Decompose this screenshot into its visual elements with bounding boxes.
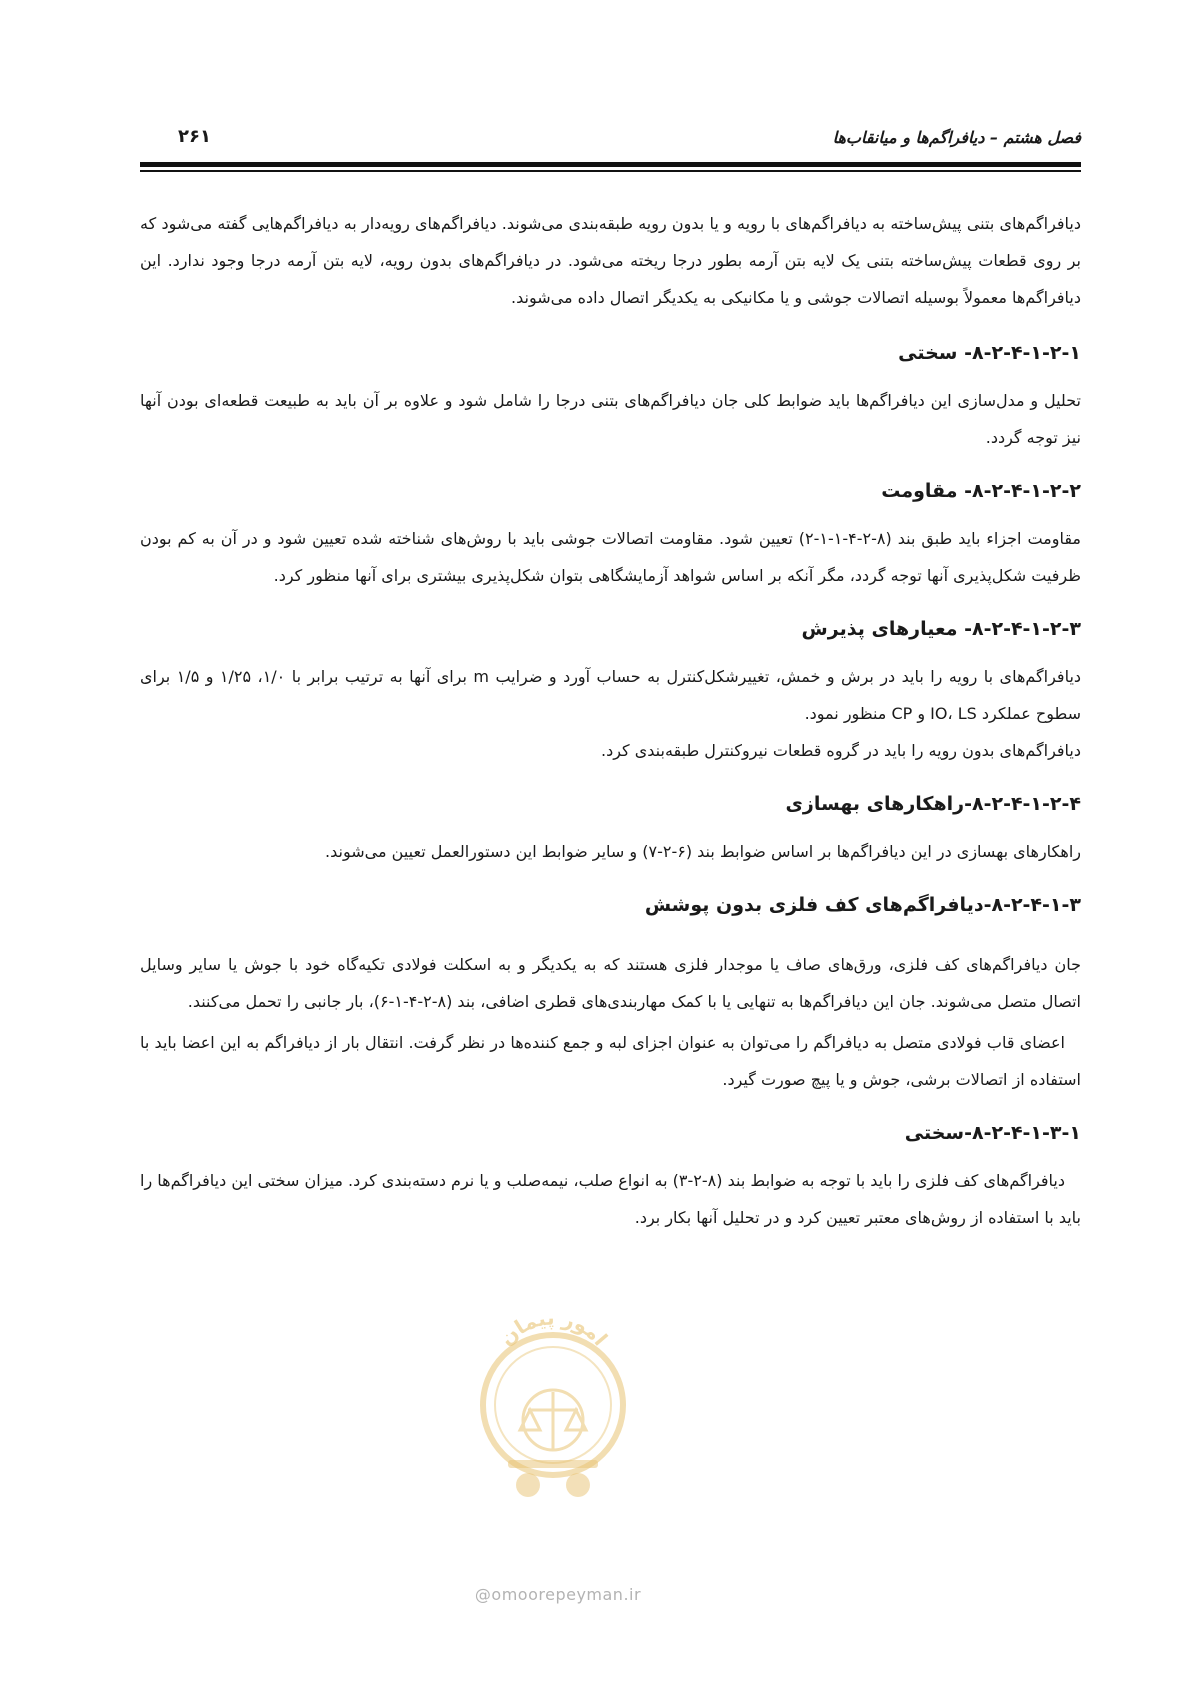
section-heading: ۸-۲-۴-۱-۳-۱-سختی <box>904 1122 1081 1144</box>
page-header <box>140 118 1081 158</box>
section-heading: ۸-۲-۴-۱-۲-۳- معیارهای پذیرش <box>801 618 1081 640</box>
page-number: ۲۶۱ <box>178 126 211 147</box>
paragraph: دیافراگم‌های کف فلزی را باید با توجه به ضوابط بند (۸-۲-۳) به انواع صلب، نیمه‌صلب و یا نرم دسته‌بندی کرد. میزان سختی این دیافراگم‌ها را باید با استفاده از روش‌های معتبر تعیین کرد و در تحلیل آنها بکار برد. <box>140 1171 1081 1227</box>
paragraph: دیافراگم‌های بدون رویه را باید در گروه قطعات نیروکنترل طبقه‌بندی کرد. <box>601 741 1081 760</box>
section-heading: ۸-۲-۴-۱-۲-۱- سختی <box>898 342 1081 364</box>
watermark-url: @omoorepeyman.ir <box>474 1585 642 1604</box>
paragraph: دیافراگم‌های بتنی پیش‌ساخته به دیافراگم‌های با رویه و یا بدون رویه طبقه‌بندی می‌شوند. دیافراگم‌های رویه‌دار به دیافراگم‌هایی گفته می‌شود که بر روی قطعات پیش‌ساخته بتنی یک لایه بتن آرمه بطور درجا ریخته می‌شود. در دیافراگم‌های بدون رویه، لایه بتن آرمه درجا وجود ندارد. این دیافراگم‌ها معمولاً بوسیله اتصالات جوشی و یا مکانیکی به یکدیگر اتصال داده می‌شوند. <box>140 214 1081 307</box>
paragraph: جان دیافراگم‌های کف فلزی، ورق‌های صاف یا موجدار فلزی هستند که به یکدیگر و به اسکلت فولادی تکیه‌گاه خود با جوش یا سایر وسایل اتصال متصل می‌شوند. جان این دیافراگم‌ها به تنهایی یا با کمک مهاربندی‌های قطری اضافی، بند (۸-۲-۴-۱-۶)، بار جانبی را تحمل می‌کنند. <box>140 955 1081 1011</box>
watermark-logo <box>468 1310 638 1520</box>
section-heading: ۸-۲-۴-۱-۲-۲- مقاومت <box>881 480 1081 502</box>
paragraph: دیافراگم‌های با رویه را باید در برش و خمش، تغییرشکل‌کنترل به حساب آورد و ضرایب m برای آنها به ترتیب برابر با ۱/۰، ۱/۲۵ و ۱/۵ برای سطوح عملکرد IO، LS و CP منظور نمود. <box>140 667 1082 723</box>
chapter-title: فصل هشتم – دیافراگم‌ها و میانقاب‌ها <box>832 128 1081 147</box>
paragraph: اعضای قاب فولادی متصل به دیافراگم را می‌توان به عنوان اجزای لبه و جمع کننده‌ها در نظر گرفت. انتقال بار از دیافراگم به این اعضا باید با استفاده از اتصالات برشی، جوش و یا پیچ صورت گیرد. <box>140 1033 1081 1089</box>
paragraph: مقاومت اجزاء باید طبق بند (۸-۲-۴-۱-۱-۲) تعیین شود. مقاومت اتصالات جوشی باید با روش‌های شناخته شده تعیین شود و در آن به کم بودن ظرفیت شکل‌پذیری آنها توجه گردد، مگر آنکه بر اساس شواهد آزمایشگاهی بتوان شکل‌پذیری بیشتری برای آنها منظور کرد. <box>140 529 1081 585</box>
header-rule-thin <box>140 170 1081 172</box>
watermark-logo-text: امور پیمان <box>494 1310 613 1351</box>
section-heading: ۸-۲-۴-۱-۳-دیافراگم‌های کف فلزی بدون پوشش <box>644 894 1081 916</box>
paragraph: تحلیل و مدل‌سازی این دیافراگم‌ها باید ضوابط کلی جان دیافراگم‌های بتنی درجا را شامل شود و علاوه بر آن باید به طبیعت قطعه‌ای بودن آنها نیز توجه گردد. <box>140 391 1081 447</box>
section-heading: ۸-۲-۴-۱-۲-۴-راهکارهای بهسازی <box>785 793 1081 815</box>
body-content <box>140 205 1081 1236</box>
paragraph: راهکارهای بهسازی در این دیافراگم‌ها بر اساس ضوابط بند (۶-۲-۷) و سایر ضوابط این دستورالعمل تعیین می‌شوند. <box>325 842 1081 861</box>
header-rule-thick <box>140 162 1081 167</box>
svg-text:امور پیمان <box>494 1310 612 1350</box>
